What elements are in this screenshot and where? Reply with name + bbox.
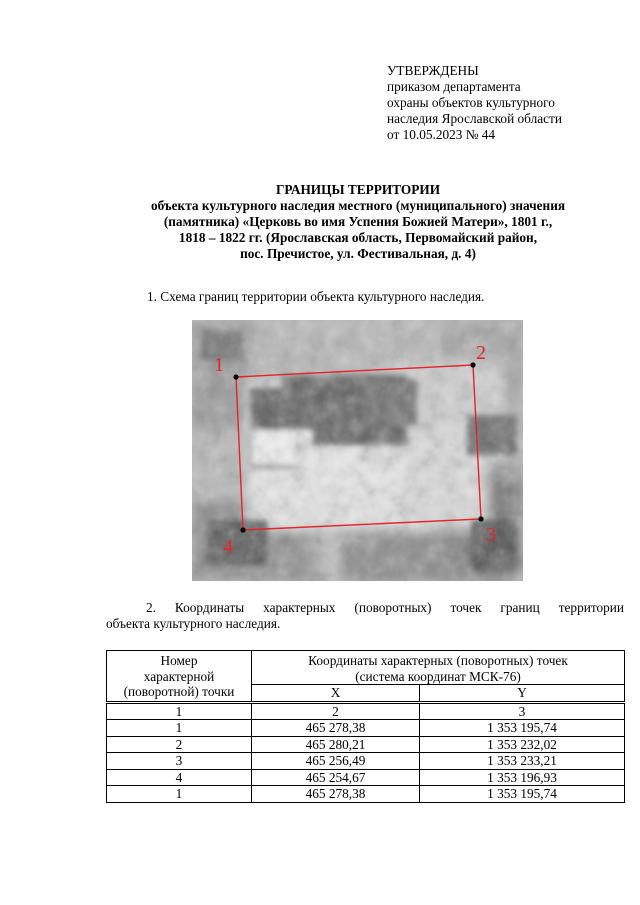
point-label: 2 bbox=[476, 342, 486, 364]
section-2-heading bbox=[106, 600, 624, 632]
point-label: 4 bbox=[223, 536, 233, 558]
header-text: Номер bbox=[160, 653, 198, 668]
coordinates-table bbox=[106, 650, 625, 803]
y-value: 1 353 233,21 bbox=[420, 753, 625, 770]
boundary-vertex bbox=[470, 362, 475, 367]
y-value: 1 353 196,93 bbox=[420, 769, 625, 786]
y-value: 1 353 232,02 bbox=[420, 736, 625, 753]
approval-block bbox=[387, 63, 627, 143]
title-line: ГРАНИЦЫ ТЕРРИТОРИИ bbox=[275, 182, 441, 197]
header-x: X bbox=[252, 685, 420, 703]
boundary-vertex bbox=[240, 527, 245, 532]
column-number: 3 bbox=[420, 702, 625, 720]
title-line: 1818 – 1822 гг. (Ярославская область, Первомайский район, bbox=[178, 230, 538, 245]
boundary-vertex bbox=[478, 516, 483, 521]
point-number: 1 bbox=[107, 720, 252, 737]
point-number: 4 bbox=[107, 769, 252, 786]
approval-line: наследия Ярославской области bbox=[387, 111, 562, 126]
column-number-row bbox=[107, 702, 625, 720]
approval-line: УТВЕРЖДЕНЫ bbox=[387, 63, 479, 78]
boundary-scheme-image bbox=[192, 320, 523, 581]
title-line: (памятника) «Церковь во имя Успения Божией Матери», 1801 г., bbox=[163, 214, 553, 229]
table-row bbox=[107, 736, 625, 753]
title-line: пос. Пречистое, ул. Фестивальная, д. 4) bbox=[240, 246, 476, 261]
table-row bbox=[107, 786, 625, 803]
point-label: 1 bbox=[214, 354, 224, 376]
boundary-vertex bbox=[233, 374, 238, 379]
table-row bbox=[107, 720, 625, 737]
header-text: характерной bbox=[143, 668, 215, 684]
header-text: (система координат МСК-76) bbox=[355, 668, 521, 684]
point-number: 2 bbox=[107, 736, 252, 753]
header-text: (поворотной) точки bbox=[123, 684, 235, 699]
x-value: 465 278,38 bbox=[252, 786, 420, 803]
column-number: 2 bbox=[252, 702, 420, 720]
section-1-heading: 1. Схема границ территории объекта культурного наследия. bbox=[147, 289, 485, 304]
approval-line: от 10.05.2023 № 44 bbox=[387, 127, 496, 142]
header-text: Координаты характерных (поворотных) точек bbox=[308, 653, 568, 668]
header-coordinates bbox=[252, 651, 625, 685]
x-value: 465 254,67 bbox=[252, 769, 420, 786]
document-title bbox=[96, 182, 620, 262]
section-2-line: 2. Координаты характерных (поворотных) точек границ территории bbox=[146, 600, 624, 615]
y-value: 1 353 195,74 bbox=[420, 720, 625, 737]
point-label: 3 bbox=[486, 524, 496, 546]
header-point-number bbox=[107, 651, 252, 703]
y-value: 1 353 195,74 bbox=[420, 786, 625, 803]
title-line: объекта культурного наследия местного (муниципального) значения bbox=[150, 198, 566, 213]
table-header-row bbox=[107, 651, 625, 685]
x-value: 465 278,38 bbox=[252, 720, 420, 737]
table-row bbox=[107, 769, 625, 786]
x-value: 465 256,49 bbox=[252, 753, 420, 770]
section-2-line: объекта культурного наследия. bbox=[106, 616, 281, 631]
table-row bbox=[107, 753, 625, 770]
aerial-photo bbox=[192, 320, 523, 581]
approval-line: приказом департамента bbox=[387, 79, 521, 94]
header-y: Y bbox=[420, 685, 625, 703]
approval-line: охраны объектов культурного bbox=[387, 95, 555, 110]
point-number: 1 bbox=[107, 786, 252, 803]
column-number: 1 bbox=[107, 702, 252, 720]
point-number: 3 bbox=[107, 753, 252, 770]
x-value: 465 280,21 bbox=[252, 736, 420, 753]
